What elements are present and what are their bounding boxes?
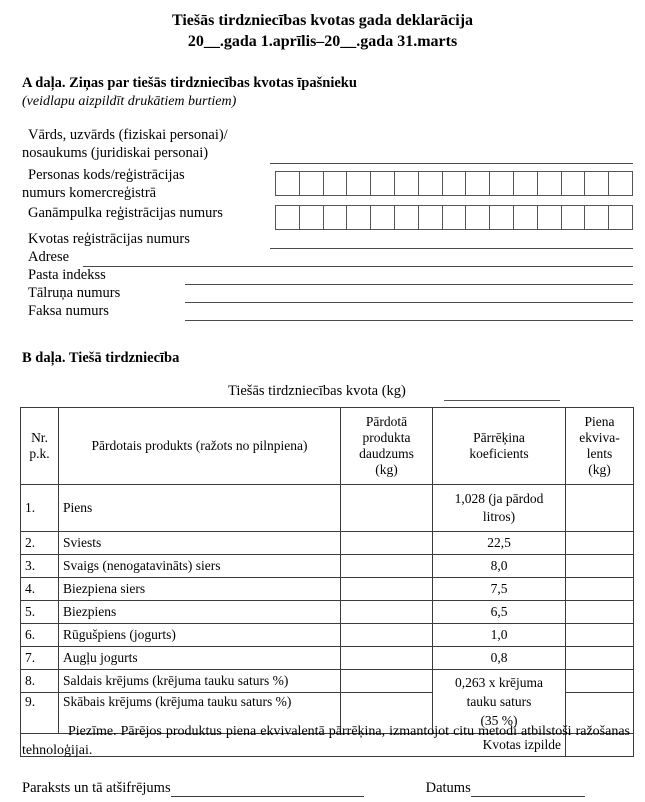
table-row <box>21 555 634 578</box>
header-equiv-line2: ekviva- <box>579 430 620 445</box>
comb-cell[interactable] <box>562 206 586 229</box>
row-5-quantity[interactable] <box>341 601 433 624</box>
row-3-nr: 3. <box>21 555 59 578</box>
field-7-input[interactable] <box>185 302 633 303</box>
comb-cell[interactable] <box>609 172 632 195</box>
field-2-label-line2: numurs komercreģistrā <box>22 185 157 201</box>
row-8-equivalent[interactable] <box>566 670 634 693</box>
comb-cell[interactable] <box>419 206 443 229</box>
section-a-subheading: (veidlapu aizpildīt drukātiem burtiem) <box>22 94 237 109</box>
row-3-product: Svaigs (nenogatavināts) siers <box>59 555 341 578</box>
row-6-coefficient: 1,0 <box>433 624 566 647</box>
row-3-quantity[interactable] <box>341 555 433 578</box>
row-4-coefficient: 7,5 <box>433 578 566 601</box>
field-2-label-line1: Personas kods/reģistrācijas <box>28 167 185 183</box>
row-5-equivalent[interactable] <box>566 601 634 624</box>
row-4-product: Biezpiena siers <box>59 578 341 601</box>
comb-cell[interactable] <box>490 206 514 229</box>
signature-label: Paraksts un tā atšifrējums <box>22 780 171 796</box>
page-title <box>0 0 645 52</box>
row-3-coefficient: 8,0 <box>433 555 566 578</box>
header-sold-line2: produkta <box>362 430 411 445</box>
row-7-equivalent[interactable] <box>566 647 634 670</box>
comb-cell[interactable] <box>466 206 490 229</box>
field-8-label-line1: Faksa numurs <box>28 303 109 319</box>
field-6-label-line1: Pasta indekss <box>28 267 106 283</box>
header-product: Pārdotais produkts (ražots no pilnpiena) <box>59 408 341 485</box>
row-5-coefficient: 6,5 <box>433 601 566 624</box>
section-b-heading: B daļa. Tiešā tirdzniecība <box>22 350 180 366</box>
header-coef-line1: Pārrēķina <box>473 430 525 445</box>
comb-cell[interactable] <box>443 172 467 195</box>
header-equiv-line4: (kg) <box>588 462 611 477</box>
comb-cell[interactable] <box>276 172 300 195</box>
comb-cell[interactable] <box>466 172 490 195</box>
table-row <box>21 647 634 670</box>
cream-coef-line2: tauku saturs <box>466 694 532 709</box>
row-3-equivalent[interactable] <box>566 555 634 578</box>
comb-cell[interactable] <box>347 206 371 229</box>
row-9-product: Skābais krējums (krējuma tauku saturs %) <box>59 693 341 734</box>
comb-cell[interactable] <box>562 172 586 195</box>
row-8-quantity[interactable] <box>341 670 433 693</box>
row-2-product: Sviests <box>59 532 341 555</box>
field-5-input[interactable] <box>83 266 633 267</box>
row-6-quantity[interactable] <box>341 624 433 647</box>
header-coefficient <box>433 408 566 485</box>
comb-cell[interactable] <box>395 172 419 195</box>
field-1-label-line2: nosaukums (juridiskai personai) <box>22 145 209 161</box>
comb-cell[interactable] <box>300 206 324 229</box>
field-7-label-line1: Tālruņa numurs <box>28 285 121 301</box>
row-4-equivalent[interactable] <box>566 578 634 601</box>
row-7-coefficient: 0,8 <box>433 647 566 670</box>
row-4-nr: 4. <box>21 578 59 601</box>
footnote: Piezīme. Pārējos produktus piena ekvivalentā pārrēķina, izmantojot citu metodi atbilstoši ražošanas tehnoloģijai. <box>22 724 630 758</box>
table-row <box>21 601 634 624</box>
title-line-2: 20__.gada 1.aprīlis–20__.gada 31.marts <box>187 33 458 50</box>
field-3-comb-input[interactable] <box>275 205 633 230</box>
row-2-quantity[interactable] <box>341 532 433 555</box>
row-5-product: Biezpiens <box>59 601 341 624</box>
total-label: Kvotas izpilde <box>21 734 566 757</box>
row-2-nr: 2. <box>21 532 59 555</box>
header-coef-line2: koeficients <box>469 446 529 461</box>
comb-cell[interactable] <box>347 172 371 195</box>
date-label: Datums <box>425 780 471 796</box>
header-equiv-line3: lents <box>586 446 613 461</box>
section-a-heading: A daļa. Ziņas par tiešās tirdzniecības kvotas īpašnieku <box>22 75 357 91</box>
comb-cell[interactable] <box>514 206 538 229</box>
signature-input[interactable] <box>171 783 364 797</box>
header-milk-equivalent <box>566 408 634 485</box>
header-sold-line4: (kg) <box>375 462 398 477</box>
cream-coef-line1: 0,263 x krējuma <box>454 675 544 690</box>
header-sold-line3: daudzums <box>359 446 414 461</box>
header-sold-line1: Pārdotā <box>365 414 408 429</box>
table-row <box>21 485 634 532</box>
comb-cell[interactable] <box>490 172 514 195</box>
table-row <box>21 624 634 647</box>
comb-cell[interactable] <box>538 172 562 195</box>
comb-cell[interactable] <box>514 172 538 195</box>
row-1-product: Piens <box>59 485 341 532</box>
header-nr <box>21 408 59 485</box>
field-3-label-line1: Ganāmpulka reģistrācijas numurs <box>28 205 223 221</box>
row-1-equivalent[interactable] <box>566 485 634 532</box>
row-2-coefficient: 22,5 <box>433 532 566 555</box>
row-8-nr: 8. <box>21 670 59 693</box>
row-7-product: Augļu jogurts <box>59 647 341 670</box>
comb-cell[interactable] <box>324 172 348 195</box>
row-6-equivalent[interactable] <box>566 624 634 647</box>
header-nr-line1: Nr. <box>31 430 48 445</box>
table-row <box>21 578 634 601</box>
quota-input[interactable] <box>444 400 560 401</box>
date-input[interactable] <box>471 783 585 797</box>
comb-cell[interactable] <box>395 206 419 229</box>
row-1-coefficient: 1,028 (ja pārdod litros) <box>433 485 566 532</box>
row-1-quantity[interactable] <box>341 485 433 532</box>
row-9-nr: 9. <box>21 693 59 734</box>
field-4-input[interactable] <box>270 248 633 249</box>
section-a-fields <box>0 127 645 327</box>
quota-label: Tiešās tirdzniecības kvota (kg) <box>228 383 406 399</box>
title-line-1: Tiešās tirdzniecības kvotas gada deklarācija <box>171 12 474 29</box>
row-5-nr: 5. <box>21 601 59 624</box>
field-1-label-line1: Vārds, uzvārds (fiziskai personai)/ <box>28 127 228 143</box>
comb-cell[interactable] <box>371 172 395 195</box>
table-row <box>21 670 634 693</box>
row-8-product: Saldais krējums (krējuma tauku saturs %) <box>59 670 341 693</box>
row-6-nr: 6. <box>21 624 59 647</box>
comb-cell[interactable] <box>371 206 395 229</box>
comb-cell[interactable] <box>276 206 300 229</box>
row-1-nr: 1. <box>21 485 59 532</box>
comb-cell[interactable] <box>443 206 467 229</box>
header-sold-quantity <box>341 408 433 485</box>
comb-cell[interactable] <box>609 206 632 229</box>
header-nr-line2: p.k. <box>29 446 50 461</box>
row-6-product: Rūgušpiens (jogurts) <box>59 624 341 647</box>
comb-cell[interactable] <box>300 172 324 195</box>
row-2-equivalent[interactable] <box>566 532 634 555</box>
field-4-label-line1: Kvotas reģistrācijas numurs <box>28 231 190 247</box>
comb-cell[interactable] <box>419 172 443 195</box>
field-2-comb-input[interactable] <box>275 171 633 196</box>
field-1-input[interactable] <box>270 163 633 164</box>
comb-cell[interactable] <box>585 172 609 195</box>
row-7-quantity[interactable] <box>341 647 433 670</box>
signature-row <box>22 780 634 797</box>
row-4-quantity[interactable] <box>341 578 433 601</box>
field-5-label-line1: Adrese <box>28 249 70 265</box>
products-table <box>20 407 634 757</box>
comb-cell[interactable] <box>324 206 348 229</box>
field-6-input[interactable] <box>185 284 633 285</box>
row-7-nr: 7. <box>21 647 59 670</box>
comb-cell[interactable] <box>585 206 609 229</box>
comb-cell[interactable] <box>538 206 562 229</box>
header-equiv-line1: Piena <box>584 414 615 429</box>
cream-coef-line3: (35 %) <box>480 713 518 728</box>
table-row <box>21 532 634 555</box>
field-8-input[interactable] <box>185 320 633 321</box>
table-header-row <box>21 408 634 485</box>
